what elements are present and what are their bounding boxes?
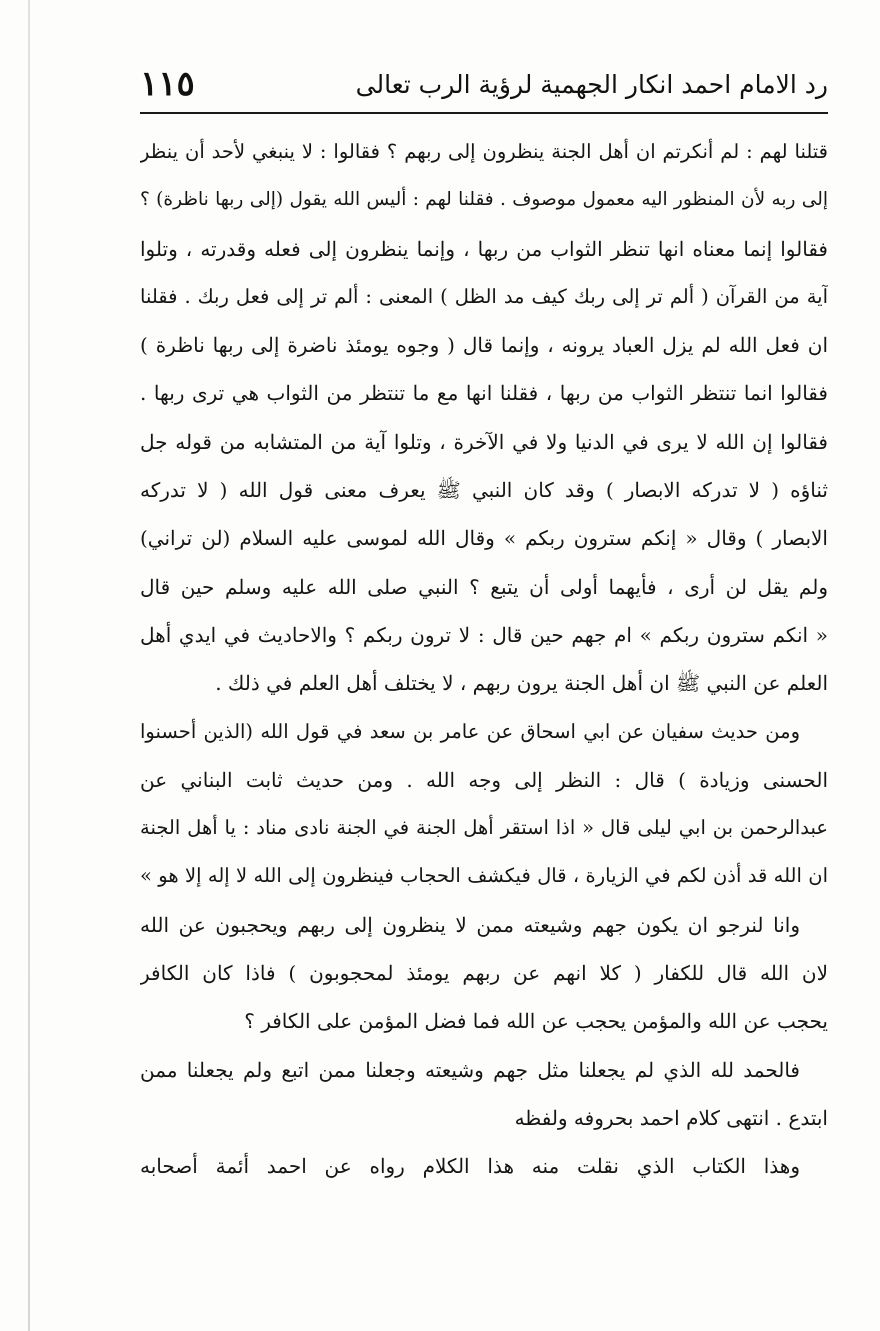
text-line: ابتدع . انتهى كلام احمد بحروفه ولفظه [514, 1105, 828, 1130]
text-line: العلم عن النبي ﷺ ان أهل الجنة يرون ربهم ، لا يختلف أهل العلم في ذلك . [215, 671, 828, 696]
text-line: فالحمد لله الذي لم يجعلنا مثل جهم وشيعته وجعلنا ممن اتبع ولم يجعلنا ممن [140, 1057, 800, 1082]
text-line: فقالوا إن الله لا يرى في الدنيا ولا في الآخرة ، وتلوا آية من المتشابه من قوله جل [140, 429, 828, 454]
header-rule [140, 112, 828, 114]
text-line: قتلنا لهم : لم أنكرتم ان أهل الجنة ينظرون إلى ربهم ؟ فقالوا : لا ينبغي لأحد أن ينظر [140, 140, 828, 163]
text-line: فقالوا إنما معناه انها تنظر الثواب من ربها ، وإنما ينظرون إلى فعله وقدرته ، وتلوا [140, 236, 828, 261]
text-line: لان الله قال للكفار ( كلا انهم عن ربهم يومئذ لمحجوبون ) فاذا كان الكافر [140, 961, 828, 986]
text-line: ومن حديث سفيان عن ابي اسحاق عن عامر بن سعد في قول الله (الذين أحسنوا [140, 719, 800, 743]
text-line: الابصار ) وقال « إنكم سترون ربكم » وقال الله لموسى عليه السلام (لن تراني) [140, 526, 828, 551]
page-spine-edge [28, 0, 30, 1331]
text-line: إلى ربه لأن المنظور اليه معمول موصوف . فقلنا لهم : أليس الله يقول (إلى ربها ناظرة) ؟ [140, 189, 828, 211]
text-line: عبدالرحمن بن ابي ليلى قال « اذا استقر أهل الجنة في الجنة نادى مناد : يا أهل الجنة [140, 816, 828, 840]
page-body-text [140, 128, 828, 1191]
text-line: يحجب عن الله والمؤمن يحجب عن الله فما فضل المؤمن على الكافر ؟ [244, 1009, 828, 1034]
text-line: ان الله قد أذن لكم في الزيارة ، قال فيكشف الحجاب فينظرون إلى الله لا إله إلا هو » [140, 864, 828, 888]
text-line: ولم يقل لن أرى ، فأيهما أولى أن يتبع ؟ النبي صلى الله عليه وسلم حين قال [140, 574, 828, 599]
text-line: ان فعل الله لم يزل العباد يرونه ، وإنما قال ( وجوه يومئذ ناضرة إلى ربها ناظرة ) [140, 333, 828, 358]
running-header [140, 58, 828, 110]
text-line: الحسنى وزيادة ) قال : النظر إلى وجه الله . ومن حديث ثابت البناني عن [140, 767, 828, 792]
text-line: ثناؤه ( لا تدركه الابصار ) وقد كان النبي ﷺ يعرف معنى قول الله ( لا تدركه [140, 478, 828, 503]
page-number: ١١٥ [140, 64, 195, 104]
text-line: وهذا الكتاب الذي نقلت منه هذا الكلام رواه عن احمد أئمة أصحابه [140, 1154, 800, 1179]
text-line: « انكم سترون ربكم » ام جهم حين قال : لا ترون ربكم ؟ والاحاديث في ايدي أهل [140, 622, 828, 647]
text-line: وانا لنرجو ان يكون جهم وشيعته ممن لا ينظرون إلى ربهم ويحجبون عن الله [140, 912, 800, 937]
text-line: آية من القرآن ( ألم تر إلى ربك كيف مد الظل ) المعنى : ألم تر إلى فعل ربك . فقلنا [140, 284, 828, 308]
text-line: فقالوا انما تنتظر الثواب من ربها ، فقلنا انها مع ما تنتظر من الثواب هي ترى ربها . [140, 381, 828, 406]
running-header-title: رد الامام احمد انكار الجهمية لرؤية الرب تعالى [355, 69, 828, 99]
